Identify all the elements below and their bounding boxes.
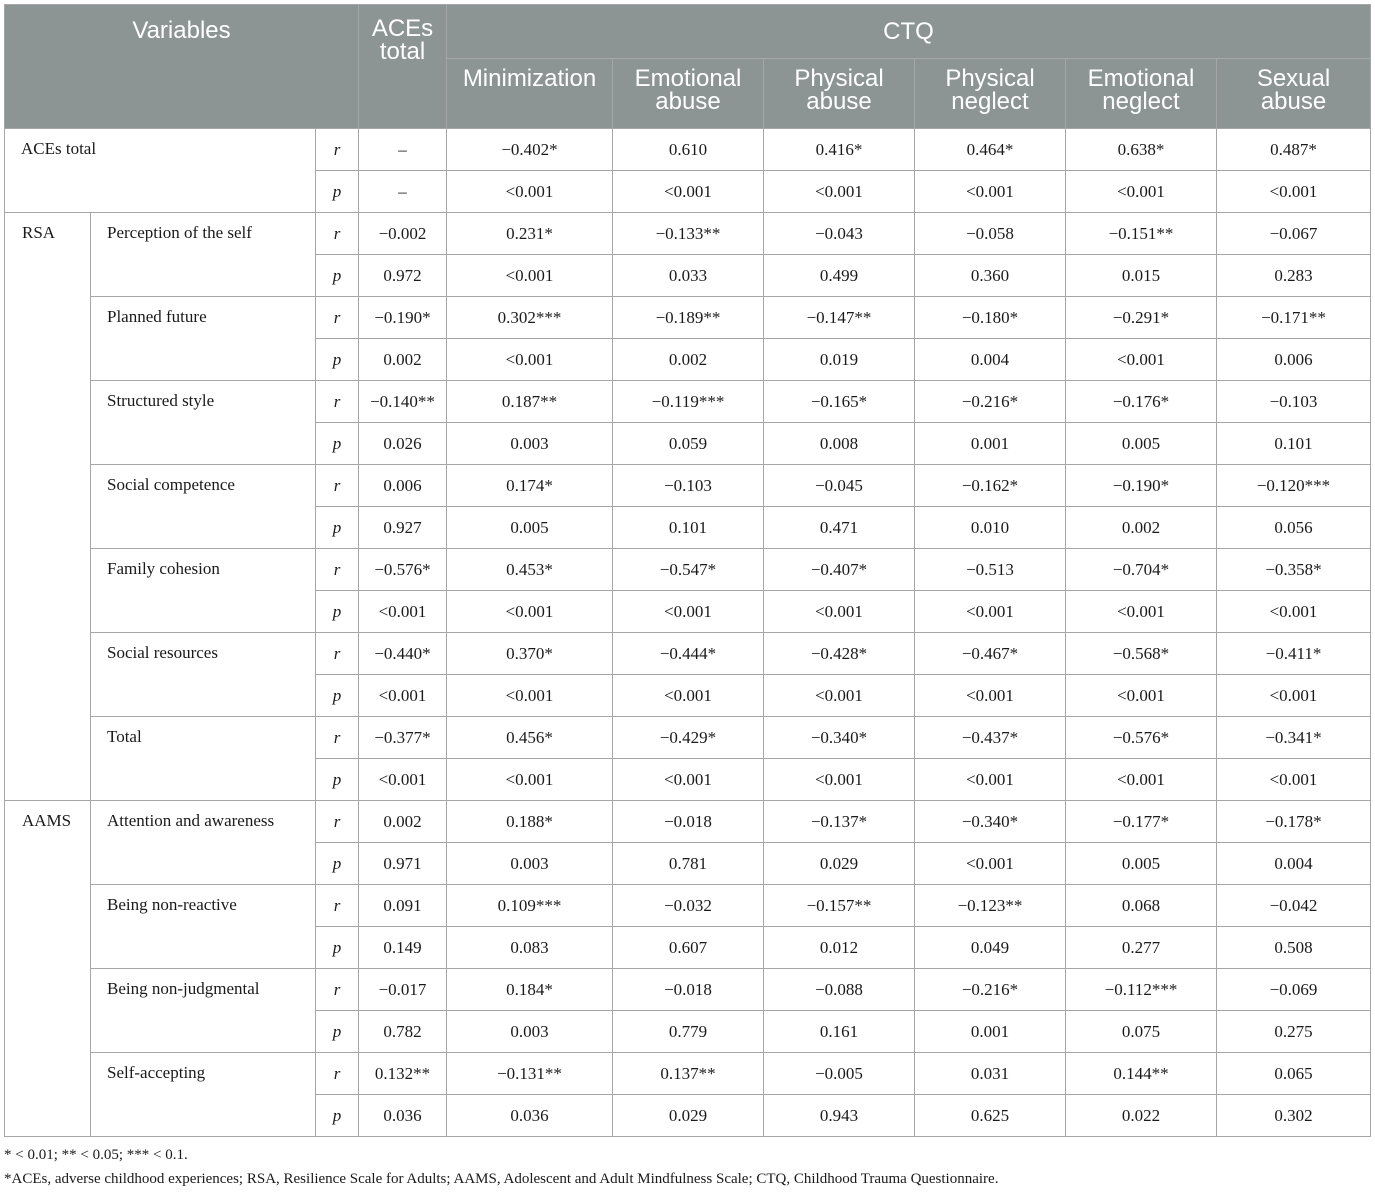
value-cell: 0.610 [613,129,764,171]
value-cell: 0.781 [613,843,764,885]
value-cell: <0.001 [1066,675,1217,717]
header-variables: Variables [5,5,359,129]
stat-label-r: r [316,465,359,507]
header-aces-line1: ACEs [371,15,434,42]
row-label: Attention and awareness [91,801,316,885]
row-label: Being non-reactive [91,885,316,969]
value-cell: 0.003 [447,423,613,465]
stat-label-r: r [316,801,359,843]
header-ctq-subscale [915,59,1066,129]
value-cell: −0.151** [1066,213,1217,255]
value-cell: 0.471 [764,507,915,549]
value-cell: −0.147** [764,297,915,339]
stat-label-p: p [316,675,359,717]
value-cell: −0.103 [613,465,764,507]
value-cell: −0.576* [1066,717,1217,759]
value-cell: 0.508 [1217,927,1371,969]
value-cell: −0.341* [1217,717,1371,759]
value-cell: −0.340* [764,717,915,759]
value-cell: 0.015 [1066,255,1217,297]
value-cell: −0.069 [1217,969,1371,1011]
stat-label-p: p [316,1011,359,1053]
value-cell: 0.283 [1217,255,1371,297]
row-label: Social resources [91,633,316,717]
value-cell: <0.001 [764,171,915,213]
row-label: Self-accepting [91,1053,316,1137]
stat-label-p: p [316,171,359,213]
header-ctq-subscale [1217,59,1371,129]
table-row [5,969,1371,1011]
table-header [5,5,1371,129]
row-label: Social competence [91,465,316,549]
value-cell: 0.101 [1217,423,1371,465]
value-cell: 0.002 [359,339,447,381]
value-cell: 0.360 [915,255,1066,297]
header-subscale-line1: Emotional [634,65,742,92]
header-subscale-line2: neglect [951,88,1029,115]
value-cell: <0.001 [359,759,447,801]
value-cell: 0.779 [613,1011,764,1053]
value-cell: <0.001 [1217,675,1371,717]
value-cell: 0.499 [764,255,915,297]
value-cell: 0.059 [613,423,764,465]
value-cell: 0.625 [915,1095,1066,1137]
value-cell: 0.174* [447,465,613,507]
value-cell: <0.001 [447,675,613,717]
value-cell: 0.075 [1066,1011,1217,1053]
value-cell: −0.088 [764,969,915,1011]
value-cell: −0.123** [915,885,1066,927]
stat-label-p: p [316,423,359,465]
value-cell: 0.036 [359,1095,447,1137]
value-cell: 0.049 [915,927,1066,969]
group-label-aams: AAMS [5,801,91,1137]
value-cell: 0.370* [447,633,613,675]
value-cell: <0.001 [359,591,447,633]
stat-label-r: r [316,633,359,675]
value-cell: <0.001 [613,591,764,633]
row-label: Family cohesion [91,549,316,633]
value-cell: 0.005 [447,507,613,549]
value-cell: <0.001 [915,843,1066,885]
correlation-table [4,4,1371,1137]
value-cell: 0.101 [613,507,764,549]
value-cell: −0.429* [613,717,764,759]
stat-label-r: r [316,885,359,927]
value-cell: 0.002 [1066,507,1217,549]
value-cell: 0.083 [447,927,613,969]
value-cell: 0.972 [359,255,447,297]
value-cell: 0.033 [613,255,764,297]
value-cell: <0.001 [613,759,764,801]
header-ctq-subscale [447,59,613,129]
stat-label-r: r [316,297,359,339]
stat-label-p: p [316,1095,359,1137]
value-cell: <0.001 [1217,171,1371,213]
value-cell: <0.001 [613,171,764,213]
value-cell: −0.178* [1217,801,1371,843]
value-cell: <0.001 [764,759,915,801]
table-row [5,129,1371,171]
value-cell: 0.004 [915,339,1066,381]
value-cell: 0.008 [764,423,915,465]
value-cell: 0.161 [764,1011,915,1053]
value-cell: <0.001 [915,759,1066,801]
value-cell: 0.782 [359,1011,447,1053]
row-label: Total [91,717,316,801]
value-cell: 0.026 [359,423,447,465]
row-label: Structured style [91,381,316,465]
value-cell: <0.001 [915,675,1066,717]
value-cell: 0.029 [613,1095,764,1137]
value-cell: 0.302*** [447,297,613,339]
value-cell: −0.704* [1066,549,1217,591]
value-cell: 0.971 [359,843,447,885]
stat-label-r: r [316,969,359,1011]
value-cell: −0.017 [359,969,447,1011]
value-cell: <0.001 [1066,171,1217,213]
value-cell: 0.029 [764,843,915,885]
value-cell: −0.137* [764,801,915,843]
value-cell: 0.002 [613,339,764,381]
value-cell: −0.407* [764,549,915,591]
value-cell: 0.188* [447,801,613,843]
stat-label-p: p [316,339,359,381]
value-cell: 0.002 [359,801,447,843]
value-cell: 0.065 [1217,1053,1371,1095]
value-cell: −0.133** [613,213,764,255]
stat-label-r: r [316,717,359,759]
value-cell: 0.464* [915,129,1066,171]
value-cell: <0.001 [613,675,764,717]
value-cell: −0.216* [915,381,1066,423]
value-cell: −0.180* [915,297,1066,339]
value-cell: 0.003 [447,843,613,885]
table-row [5,213,1371,255]
value-cell: – [359,129,447,171]
header-subscale-line2: abuse [1260,88,1327,115]
row-label: Planned future [91,297,316,381]
value-cell: −0.358* [1217,549,1371,591]
value-cell: −0.576* [359,549,447,591]
table-row [5,297,1371,339]
value-cell: −0.140** [359,381,447,423]
value-cell: <0.001 [1217,759,1371,801]
value-cell: −0.377* [359,717,447,759]
table-row [5,801,1371,843]
table-body [5,129,1371,1137]
stat-label-p: p [316,255,359,297]
value-cell: 0.144** [1066,1053,1217,1095]
value-cell: −0.411* [1217,633,1371,675]
abbreviations-note: *ACEs, adverse childhood experiences; RSA, Resilience Scale for Adults; AAMS, Adolescent and Adult Mindfulness Scale; CTQ, Childhood Trauma Questionnaire. [4,1171,999,1187]
header-ctq-subscale [764,59,915,129]
value-cell: 0.943 [764,1095,915,1137]
stat-label-p: p [316,507,359,549]
header-subscale-line2: abuse [655,88,721,115]
value-cell: <0.001 [1066,591,1217,633]
group-label-rsa: RSA [5,213,91,801]
stat-label-r: r [316,129,359,171]
value-cell: 0.187** [447,381,613,423]
value-cell: −0.002 [359,213,447,255]
row-label: Perception of the self [91,213,316,297]
value-cell: 0.275 [1217,1011,1371,1053]
row-label-aces-total: ACEs total [5,129,316,213]
value-cell: −0.131** [447,1053,613,1095]
header-ctq-subscale [613,59,764,129]
table-row [5,1053,1371,1095]
value-cell: 0.001 [915,423,1066,465]
value-cell: −0.568* [1066,633,1217,675]
value-cell: −0.112*** [1066,969,1217,1011]
value-cell: 0.022 [1066,1095,1217,1137]
value-cell: 0.638* [1066,129,1217,171]
value-cell: 0.004 [1217,843,1371,885]
value-cell: <0.001 [1217,591,1371,633]
row-label: Being non-judgmental [91,969,316,1053]
stat-label-p: p [316,759,359,801]
value-cell: 0.036 [447,1095,613,1137]
value-cell: 0.607 [613,927,764,969]
value-cell: <0.001 [764,591,915,633]
table-row [5,717,1371,759]
value-cell: −0.428* [764,633,915,675]
value-cell: – [359,171,447,213]
value-cell: <0.001 [447,255,613,297]
stat-label-p: p [316,927,359,969]
value-cell: −0.103 [1217,381,1371,423]
value-cell: 0.416* [764,129,915,171]
header-subscale-line1: Sexual [1256,65,1331,92]
stat-label-r: r [316,549,359,591]
value-cell: −0.119*** [613,381,764,423]
value-cell: −0.189** [613,297,764,339]
value-cell: 0.005 [1066,423,1217,465]
value-cell: −0.018 [613,801,764,843]
value-cell: −0.162* [915,465,1066,507]
value-cell: −0.437* [915,717,1066,759]
value-cell: 0.302 [1217,1095,1371,1137]
value-cell: 0.137** [613,1053,764,1095]
value-cell: 0.927 [359,507,447,549]
table-row [5,381,1371,423]
value-cell: −0.291* [1066,297,1217,339]
stat-label-r: r [316,213,359,255]
value-cell: 0.012 [764,927,915,969]
header-subscale-line1: Physical [794,65,884,92]
value-cell: −0.067 [1217,213,1371,255]
value-cell: 0.149 [359,927,447,969]
value-cell: 0.006 [1217,339,1371,381]
value-cell: <0.001 [1066,339,1217,381]
value-cell: −0.032 [613,885,764,927]
value-cell: −0.157** [764,885,915,927]
value-cell: <0.001 [359,675,447,717]
value-cell: 0.456* [447,717,613,759]
value-cell: 0.010 [915,507,1066,549]
value-cell: −0.177* [1066,801,1217,843]
value-cell: 0.019 [764,339,915,381]
header-subscale-line1: Physical [945,65,1035,92]
value-cell: −0.018 [613,969,764,1011]
value-cell: 0.068 [1066,885,1217,927]
value-cell: 0.453* [447,549,613,591]
value-cell: <0.001 [447,339,613,381]
value-cell: −0.190* [1066,465,1217,507]
table-row [5,885,1371,927]
value-cell: 0.006 [359,465,447,507]
header-ctq-subscale [1066,59,1217,129]
value-cell: 0.005 [1066,843,1217,885]
value-cell: <0.001 [764,675,915,717]
header-subscale-line1: Emotional [1087,65,1195,92]
value-cell: −0.444* [613,633,764,675]
stat-label-r: r [316,381,359,423]
value-cell: −0.058 [915,213,1066,255]
value-cell: −0.171** [1217,297,1371,339]
stat-label-p: p [316,843,359,885]
value-cell: −0.043 [764,213,915,255]
value-cell: <0.001 [915,171,1066,213]
value-cell: −0.340* [915,801,1066,843]
value-cell: −0.042 [1217,885,1371,927]
value-cell: −0.440* [359,633,447,675]
value-cell: −0.190* [359,297,447,339]
significance-note: * < 0.01; ** < 0.05; *** < 0.1. [4,1147,188,1163]
value-cell: −0.547* [613,549,764,591]
value-cell: <0.001 [915,591,1066,633]
stat-label-r: r [316,1053,359,1095]
value-cell: 0.277 [1066,927,1217,969]
value-cell: 0.132** [359,1053,447,1095]
value-cell: 0.091 [359,885,447,927]
header-aces-total [359,5,447,129]
value-cell: −0.045 [764,465,915,507]
header-subscale-line1: Minimization [462,65,597,92]
value-cell: −0.467* [915,633,1066,675]
value-cell: −0.120*** [1217,465,1371,507]
value-cell: 0.109*** [447,885,613,927]
value-cell: −0.513 [915,549,1066,591]
value-cell: 0.231* [447,213,613,255]
table-row [5,549,1371,591]
value-cell: 0.001 [915,1011,1066,1053]
header-subscale-line2: abuse [806,88,872,115]
header-subscale-line2: neglect [1102,88,1180,115]
value-cell: <0.001 [447,759,613,801]
table-row [5,465,1371,507]
header-aces-line2: total [379,38,426,65]
value-cell: <0.001 [1066,759,1217,801]
value-cell: −0.216* [915,969,1066,1011]
value-cell: 0.056 [1217,507,1371,549]
table-footnotes [4,1143,1370,1191]
table-row [5,633,1371,675]
value-cell: −0.005 [764,1053,915,1095]
value-cell: 0.487* [1217,129,1371,171]
value-cell: −0.176* [1066,381,1217,423]
stat-label-p: p [316,591,359,633]
value-cell: −0.165* [764,381,915,423]
value-cell: 0.184* [447,969,613,1011]
value-cell: <0.001 [447,591,613,633]
value-cell: <0.001 [447,171,613,213]
value-cell: 0.031 [915,1053,1066,1095]
header-ctq: CTQ [447,5,1371,59]
value-cell: 0.003 [447,1011,613,1053]
value-cell: −0.402* [447,129,613,171]
